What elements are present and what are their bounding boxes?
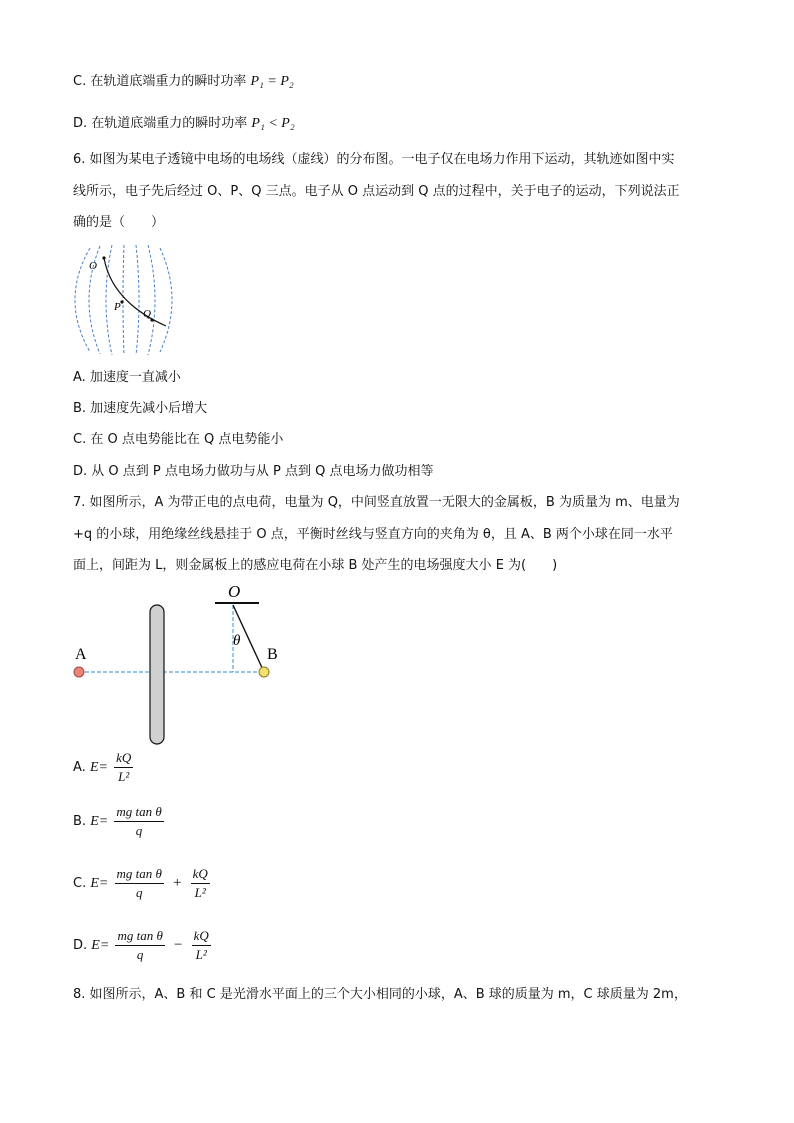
label-o: O xyxy=(228,582,241,601)
fraction: $\frac{kQ}{\text{L²}}$ xyxy=(116,750,132,784)
field-line xyxy=(136,245,139,355)
q7-stem-line1: 7. 如图所示，A 为带正电的点电荷，电量为 Q，中间竖直放置一无限大的金属板，B 为质量为 m、电量为 xyxy=(73,495,680,510)
q6-field-figure xyxy=(70,240,182,360)
q5-option-d-formula: P₁ < P₂ xyxy=(251,116,295,131)
q8-stem-line1: 8. 如图所示，A、B 和 C 是光滑水平面上的三个大小相同的小球，A、B 球的质量为 m，C 球质量为 2m， xyxy=(73,987,687,1002)
q5-option-c-formula: P₁ = P₂ xyxy=(250,74,294,89)
label-p: P xyxy=(114,301,121,313)
q6-stem-line2: 线所示，电子先后经过 O、P、Q 三点。电子从 O 点运动到 Q 点的过程中，关于电子的运动，下列说法正 xyxy=(73,184,680,199)
q6-option-c: C. 在 O 点电势能比在 Q 点电势能小 xyxy=(73,432,284,447)
q6-option-b: B. 加速度先减小后增大 xyxy=(73,401,208,416)
electron-trajectory xyxy=(104,258,166,326)
q5-option-c: C. 在轨道底端重力的瞬时功率 P₁ = P₂ xyxy=(73,74,294,89)
metal-plate xyxy=(150,605,164,744)
label-b: B xyxy=(267,646,278,663)
q6-stem-line1: 6. 如图为某电子透镜中电场的电场线（虚线）的分布图。一电子仅在电场力作用下运动，其轨迹如图中实 xyxy=(73,152,675,167)
q7-option-d: D. E= $\frac{\text{mg tan θ}}{q}$ − $\frac{kQ}{\text{L²}}$ xyxy=(73,928,209,962)
q7-stem-line2: +q 的小球，用绝缘丝线悬挂于 O 点，平衡时丝线与竖直方向的夹角为 θ，且 A、B 两个小球在同一水平 xyxy=(73,527,673,542)
q6-option-d: D. 从 O 点到 P 点电场力做功与从 P 点到 Q 点电场力做功相等 xyxy=(73,464,434,479)
label-a: A xyxy=(75,646,87,663)
fraction: $\frac{\text{mg tan θ}}{q}$ xyxy=(116,866,162,900)
point-p xyxy=(120,300,123,303)
field-line xyxy=(75,248,90,352)
q6-stem-line3: 确的是（ ） xyxy=(73,215,165,230)
q7-plate-figure xyxy=(65,575,305,750)
q6-option-a: A. 加速度一直减小 xyxy=(73,370,181,385)
q7-option-a: A. E= $\frac{kQ}{\text{L²}}$ xyxy=(73,750,132,784)
fraction: $\frac{kQ}{\text{L²}}$ xyxy=(192,866,208,900)
label-q: Q xyxy=(143,308,151,320)
fraction: $\frac{kQ}{\text{L²}}$ xyxy=(193,928,209,962)
q7-option-c: C. E= $\frac{\text{mg tan θ}}{q}$ + $\frac{kQ}{\text{L²}}$ xyxy=(73,866,208,900)
ball-a xyxy=(74,667,84,677)
field-line xyxy=(106,245,112,355)
q7-stem-line3: 面上，间距为 L，则金属板上的感应电荷在小球 B 处产生的电场强度大小 E 为( ) xyxy=(73,558,558,573)
point-o xyxy=(102,256,105,259)
label-theta: θ xyxy=(233,633,241,649)
field-line xyxy=(123,245,124,355)
q7-option-b: B. E= $\frac{\text{mg tan θ}}{q}$ xyxy=(73,804,162,838)
field-line xyxy=(148,245,155,355)
label-o: O xyxy=(89,260,97,272)
fraction: $\frac{\text{mg tan θ}}{q}$ xyxy=(117,928,163,962)
q5-option-d: D. 在轨道底端重力的瞬时功率 P₁ < P₂ xyxy=(73,116,295,131)
ball-b xyxy=(259,667,269,677)
fraction: $\frac{\text{mg tan θ}}{q}$ xyxy=(116,804,162,838)
field-line xyxy=(160,248,172,352)
